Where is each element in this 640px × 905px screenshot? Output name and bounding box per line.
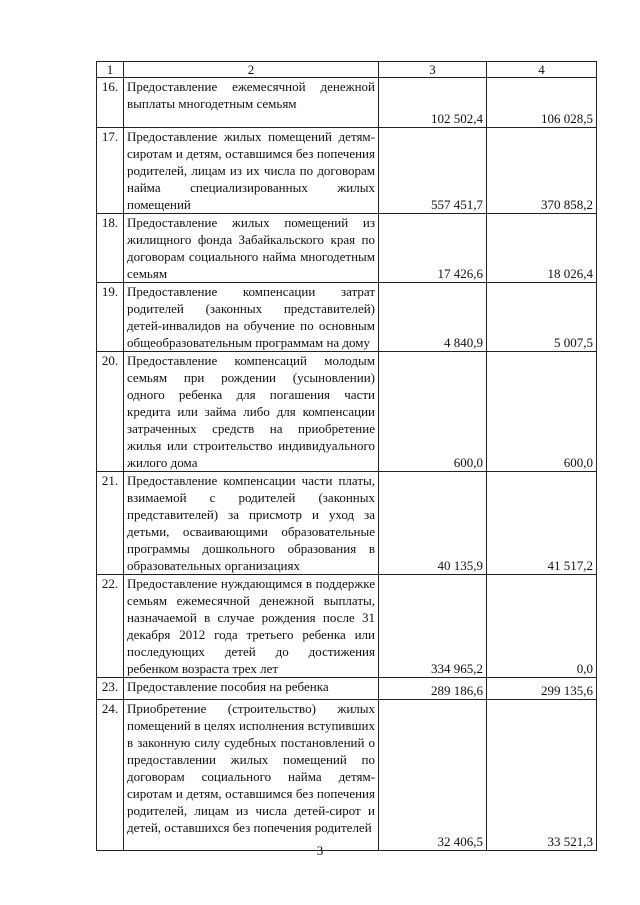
row-value-col3: 557 451,7 xyxy=(379,128,487,214)
row-value-col4: 106 028,5 xyxy=(487,78,597,128)
table-row xyxy=(97,700,597,851)
row-number: 19. xyxy=(97,283,124,352)
row-number: 21. xyxy=(97,472,124,575)
row-description: Предоставление ежемесячной денежной выплаты многодетным семьям xyxy=(124,78,379,128)
row-number: 20. xyxy=(97,352,124,472)
row-value-col3: 17 426,6 xyxy=(379,214,487,283)
row-description: Предоставление компенсации части платы, взимаемой с родителей (законных представителей) за присмотр и уход за детьми, осваивающими образовательные программы дошкольного образования в образовательных организациях xyxy=(124,472,379,575)
row-number: 18. xyxy=(97,214,124,283)
table-row xyxy=(97,78,597,128)
row-value-col3: 289 186,6 xyxy=(379,678,487,700)
row-value-col4: 0,0 xyxy=(487,575,597,678)
row-description: Приобретение (строительство) жилых помещений в целях исполнения вступивших в законную силу судебных постановлений о предоставлении жилых помещений по договорам социального найма детям-сиротам и детям, оставшимся без попечения родителей, лицам из числа детей-сирот и детей, оставшихся без попечения родителей xyxy=(124,700,379,851)
table-row xyxy=(97,214,597,283)
row-value-col3: 40 135,9 xyxy=(379,472,487,575)
table-header-row xyxy=(97,62,597,78)
table-row xyxy=(97,352,597,472)
row-value-col3: 334 965,2 xyxy=(379,575,487,678)
row-value-col4: 5 007,5 xyxy=(487,283,597,352)
column-header-2: 2 xyxy=(124,62,379,78)
row-value-col3: 32 406,5 xyxy=(379,700,487,851)
table-row xyxy=(97,678,597,700)
row-value-col4: 18 026,4 xyxy=(487,214,597,283)
page-number: 3 xyxy=(316,843,324,858)
row-number: 16. xyxy=(97,78,124,128)
row-value-col4: 33 521,3 xyxy=(487,700,597,851)
table-row xyxy=(97,283,597,352)
table-row xyxy=(97,575,597,678)
row-description: Предоставление нуждающимся в поддержке семьям ежемесячной денежной выплаты, назначаемой в случае рождения после 31 декабря 2012 года третьего ребенка или последующих детей до достижения ребенком возраста трех лет xyxy=(124,575,379,678)
row-description: Предоставление жилых помещений из жилищного фонда Забайкальского края по договорам социального найма многодетным семьям xyxy=(124,214,379,283)
row-value-col4: 600,0 xyxy=(487,352,597,472)
table-row xyxy=(97,128,597,214)
row-value-col4: 41 517,2 xyxy=(487,472,597,575)
column-header-1: 1 xyxy=(97,62,124,78)
row-description: Предоставление пособия на ребенка xyxy=(124,678,379,700)
row-number: 24. xyxy=(97,700,124,851)
row-description: Предоставление компенсаций молодым семьям при рождении (усыновлении) одного ребенка для погашения части кредита или займа либо для компенсации затраченных средств на приобретение жилья или строительство индивидуального жилого дома xyxy=(124,352,379,472)
row-description: Предоставление жилых помещений детям-сиротам и детям, оставшимся без попечения родителей, лицам из их числа по договорам найма специализированных жилых помещений xyxy=(124,128,379,214)
row-number: 17. xyxy=(97,128,124,214)
row-number: 23. xyxy=(97,678,124,700)
row-value-col3: 4 840,9 xyxy=(379,283,487,352)
row-value-col4: 299 135,6 xyxy=(487,678,597,700)
row-value-col3: 600,0 xyxy=(379,352,487,472)
row-description: Предоставление компенсации затрат родителей (законных представителей) детей-инвалидов на обучение по основным общеобразовательным программам на дому xyxy=(124,283,379,352)
column-header-4: 4 xyxy=(487,62,597,78)
table-row xyxy=(97,472,597,575)
column-header-3: 3 xyxy=(379,62,487,78)
row-number: 22. xyxy=(97,575,124,678)
budget-table xyxy=(96,61,597,851)
row-value-col4: 370 858,2 xyxy=(487,128,597,214)
row-value-col3: 102 502,4 xyxy=(379,78,487,128)
